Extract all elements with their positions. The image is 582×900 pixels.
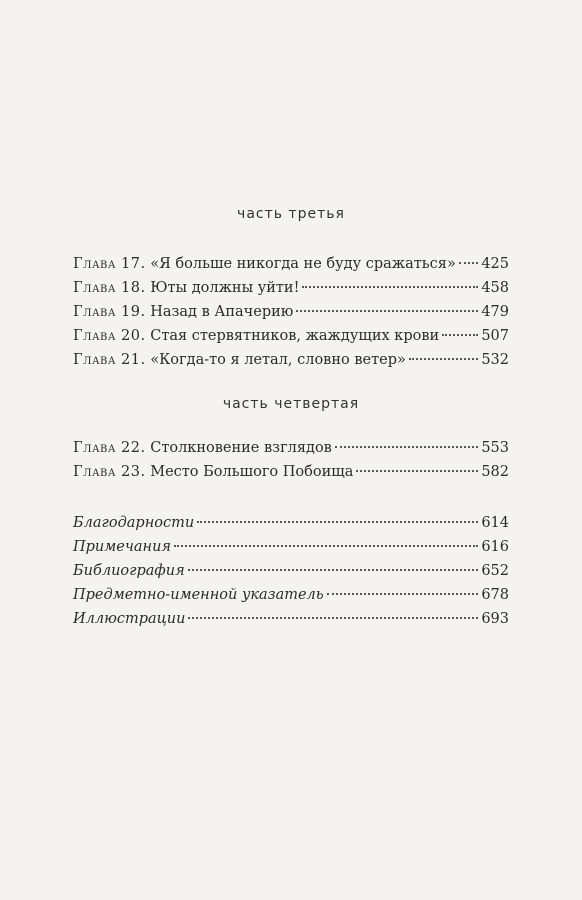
entry-title: «Я больше никогда не буду сражаться» xyxy=(150,256,456,272)
toc-entry xyxy=(73,276,509,300)
chapter-prefix: Глава 23. xyxy=(73,464,146,480)
chapter-prefix: Глава 18. xyxy=(73,280,146,296)
entry-title-wrap xyxy=(73,348,406,372)
dot-leader xyxy=(327,593,479,595)
dot-leader xyxy=(188,569,479,571)
entry-title: Благодарности xyxy=(73,515,195,531)
toc-entry xyxy=(73,607,509,631)
part-three-heading: часть третья xyxy=(237,206,345,222)
page-number: 553 xyxy=(481,440,509,456)
toc-entry xyxy=(73,348,509,372)
entry-title: Столкновение взглядов xyxy=(150,440,332,456)
dot-leader xyxy=(459,262,478,264)
entry-title: Библиография xyxy=(73,563,185,579)
dot-leader xyxy=(197,521,478,523)
part-four-list xyxy=(73,436,509,484)
dot-leader xyxy=(296,310,478,312)
toc-entry xyxy=(73,583,509,607)
page-number: 582 xyxy=(481,464,509,480)
part-four-heading: часть четвертая xyxy=(222,396,360,412)
toc-entry xyxy=(73,252,509,276)
toc-entry xyxy=(73,436,509,460)
entry-title-wrap xyxy=(73,300,293,324)
page-number: 693 xyxy=(481,611,509,627)
dot-leader xyxy=(409,358,478,360)
entry-title: Стая стервятников, жаждущих крови xyxy=(150,328,440,344)
page-number: 507 xyxy=(481,328,509,344)
chapter-prefix: Глава 21. xyxy=(73,352,146,368)
dot-leader xyxy=(335,446,478,448)
entry-title: Примечания xyxy=(73,539,172,555)
page-number: 678 xyxy=(481,587,509,603)
toc-entry xyxy=(73,559,509,583)
chapter-prefix: Глава 22. xyxy=(73,440,146,456)
dot-leader xyxy=(188,617,478,619)
back-matter-list xyxy=(73,511,509,631)
part-three-list xyxy=(73,252,509,372)
page-number: 532 xyxy=(481,352,509,368)
toc-entry xyxy=(73,460,509,484)
toc-entry xyxy=(73,324,509,348)
page-number: 425 xyxy=(481,256,509,272)
toc-entry xyxy=(73,300,509,324)
entry-title-wrap xyxy=(73,436,332,460)
entry-title: Место Большого Побоища xyxy=(150,464,354,480)
dot-leader xyxy=(356,470,478,472)
chapter-prefix: Глава 19. xyxy=(73,304,146,320)
page-number: 652 xyxy=(481,563,509,579)
entry-title: Назад в Апачерию xyxy=(150,304,294,320)
entry-title: Юты должны уйти! xyxy=(150,280,300,296)
entry-title: Предметно-именной указатель xyxy=(73,587,324,603)
entry-title: «Когда-то я летал, словно ветер» xyxy=(150,352,406,368)
toc-entry xyxy=(73,535,509,559)
entry-title: Иллюстрации xyxy=(73,611,186,627)
dot-leader xyxy=(442,334,478,336)
dot-leader xyxy=(302,286,478,288)
entry-title-wrap xyxy=(73,252,456,276)
toc-entry xyxy=(73,511,509,535)
page-number: 616 xyxy=(481,539,509,555)
entry-title-wrap xyxy=(73,276,299,300)
page-number: 479 xyxy=(481,304,509,320)
page-number: 458 xyxy=(481,280,509,296)
entry-title-wrap xyxy=(73,460,353,484)
chapter-prefix: Глава 20. xyxy=(73,328,146,344)
chapter-prefix: Глава 17. xyxy=(73,256,146,272)
entry-title-wrap xyxy=(73,324,439,348)
page-number: 614 xyxy=(481,515,509,531)
dot-leader xyxy=(174,545,478,547)
